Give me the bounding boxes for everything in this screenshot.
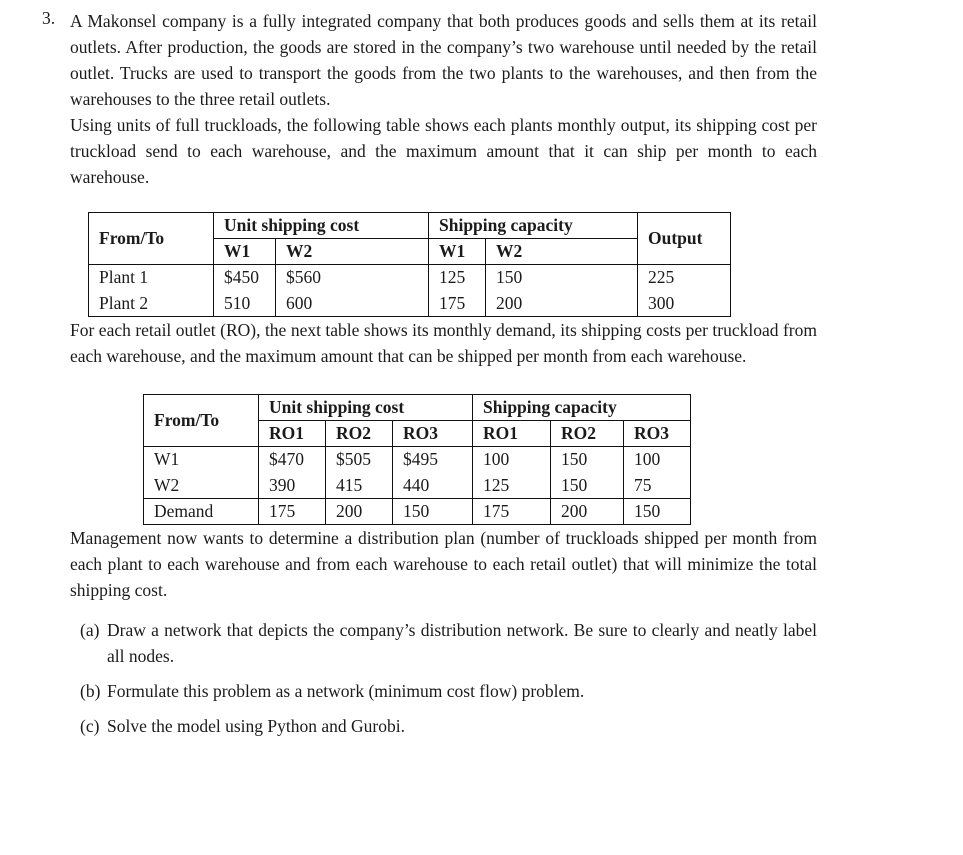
- row-label: Demand: [144, 499, 259, 525]
- management-paragraph: Management now wants to determine a distribution plan (number of truckloads shipped per month from each plant to each warehouse and from each warehouse to each retail outlet) that will minimize the total shipping cost.: [70, 528, 817, 600]
- row-label: W2: [144, 473, 259, 499]
- table-cell: 175: [473, 499, 551, 525]
- part-a: [70, 617, 817, 669]
- table-cell: $560: [276, 265, 429, 291]
- table-cell: 390: [259, 473, 326, 499]
- table-cell: $470: [259, 447, 326, 473]
- row-label: Plant 2: [89, 291, 214, 317]
- part-text: Solve the model using Python and Gurobi.: [107, 716, 405, 736]
- table-row-w2: [144, 473, 691, 499]
- table-cell: $450: [214, 265, 276, 291]
- table-cell: 600: [276, 291, 429, 317]
- subheader-cost-w2: W2: [276, 239, 429, 265]
- between-tables-paragraph: For each retail outlet (RO), the next table shows its monthly demand, its shipping costs per truckload from each warehouse, and the maximum amount that can be shipped per month from each warehouse.: [70, 320, 817, 366]
- subheader-cost-ro1: RO1: [259, 421, 326, 447]
- table-cell: 150: [393, 499, 473, 525]
- warehouses-shipping-table: [143, 394, 691, 525]
- table-row-plant-2: [89, 291, 731, 317]
- col-header-unit-shipping-cost: Unit shipping cost: [259, 395, 473, 421]
- subparts-list: [70, 617, 817, 739]
- subheader-cap-ro1: RO1: [473, 421, 551, 447]
- subheader-cap-ro3: RO3: [624, 421, 691, 447]
- subheader-cost-ro2: RO2: [326, 421, 393, 447]
- row-label: Plant 1: [89, 265, 214, 291]
- col-header-output: Output: [638, 213, 731, 265]
- table-cell: $495: [393, 447, 473, 473]
- table-row-plant-1: [89, 265, 731, 291]
- intro-paragraph-1: A Makonsel company is a fully integrated company that both produces goods and sells them at its retail outlets. After production, the goods are stored in the company’s two warehouse until needed by the retail outlet. Trucks are used to transport the goods from the two plants to the warehouses, and then from the warehouses to the three retail outlets.: [70, 11, 817, 109]
- table-cell: 415: [326, 473, 393, 499]
- col-header-shipping-capacity: Shipping capacity: [429, 213, 638, 239]
- table-cell: 150: [624, 499, 691, 525]
- table-cell: 100: [624, 447, 691, 473]
- part-label: (b): [80, 681, 101, 701]
- table-cell: 200: [551, 499, 624, 525]
- row-label: W1: [144, 447, 259, 473]
- table-cell: 150: [551, 447, 624, 473]
- subheader-cost-ro3: RO3: [393, 421, 473, 447]
- col-header-unit-shipping-cost: Unit shipping cost: [214, 213, 429, 239]
- table-cell: 200: [326, 499, 393, 525]
- table-row-demand: [144, 499, 691, 525]
- problem-content: [70, 8, 817, 739]
- part-label: (a): [80, 620, 100, 640]
- problem-number: 3.: [42, 8, 56, 28]
- col-header-shipping-capacity: Shipping capacity: [473, 395, 691, 421]
- part-text: Formulate this problem as a network (minimum cost flow) problem.: [107, 681, 585, 701]
- part-label: (c): [80, 716, 100, 736]
- plants-shipping-table: [88, 212, 731, 317]
- table-cell: 150: [486, 265, 638, 291]
- table-cell: 100: [473, 447, 551, 473]
- col-header-from-to: From/To: [89, 213, 214, 265]
- table-cell: 125: [429, 265, 486, 291]
- part-text: Draw a network that depicts the company’s distribution network. Be sure to clearly and neatly label all nodes.: [107, 620, 817, 666]
- table-cell: 175: [429, 291, 486, 317]
- table-cell: 175: [259, 499, 326, 525]
- col-header-from-to: From/To: [144, 395, 259, 447]
- table-cell: 125: [473, 473, 551, 499]
- part-c: [70, 713, 817, 739]
- subheader-cap-w1: W1: [429, 239, 486, 265]
- table-cell: 510: [214, 291, 276, 317]
- part-b: [70, 678, 817, 704]
- subheader-cost-w1: W1: [214, 239, 276, 265]
- table-cell: 150: [551, 473, 624, 499]
- subheader-cap-ro2: RO2: [551, 421, 624, 447]
- table-cell: $505: [326, 447, 393, 473]
- subheader-cap-w2: W2: [486, 239, 638, 265]
- problem-3: [42, 8, 817, 739]
- table-cell: 200: [486, 291, 638, 317]
- table-cell: 75: [624, 473, 691, 499]
- table-row-w1: [144, 447, 691, 473]
- table-cell: 225: [638, 265, 731, 291]
- table-cell: 300: [638, 291, 731, 317]
- table-cell: 440: [393, 473, 473, 499]
- intro-paragraph-2: Using units of full truckloads, the following table shows each plants monthly output, its shipping cost per truckload send to each warehouse, and the maximum amount that it can ship per month to each warehouse.: [70, 115, 817, 187]
